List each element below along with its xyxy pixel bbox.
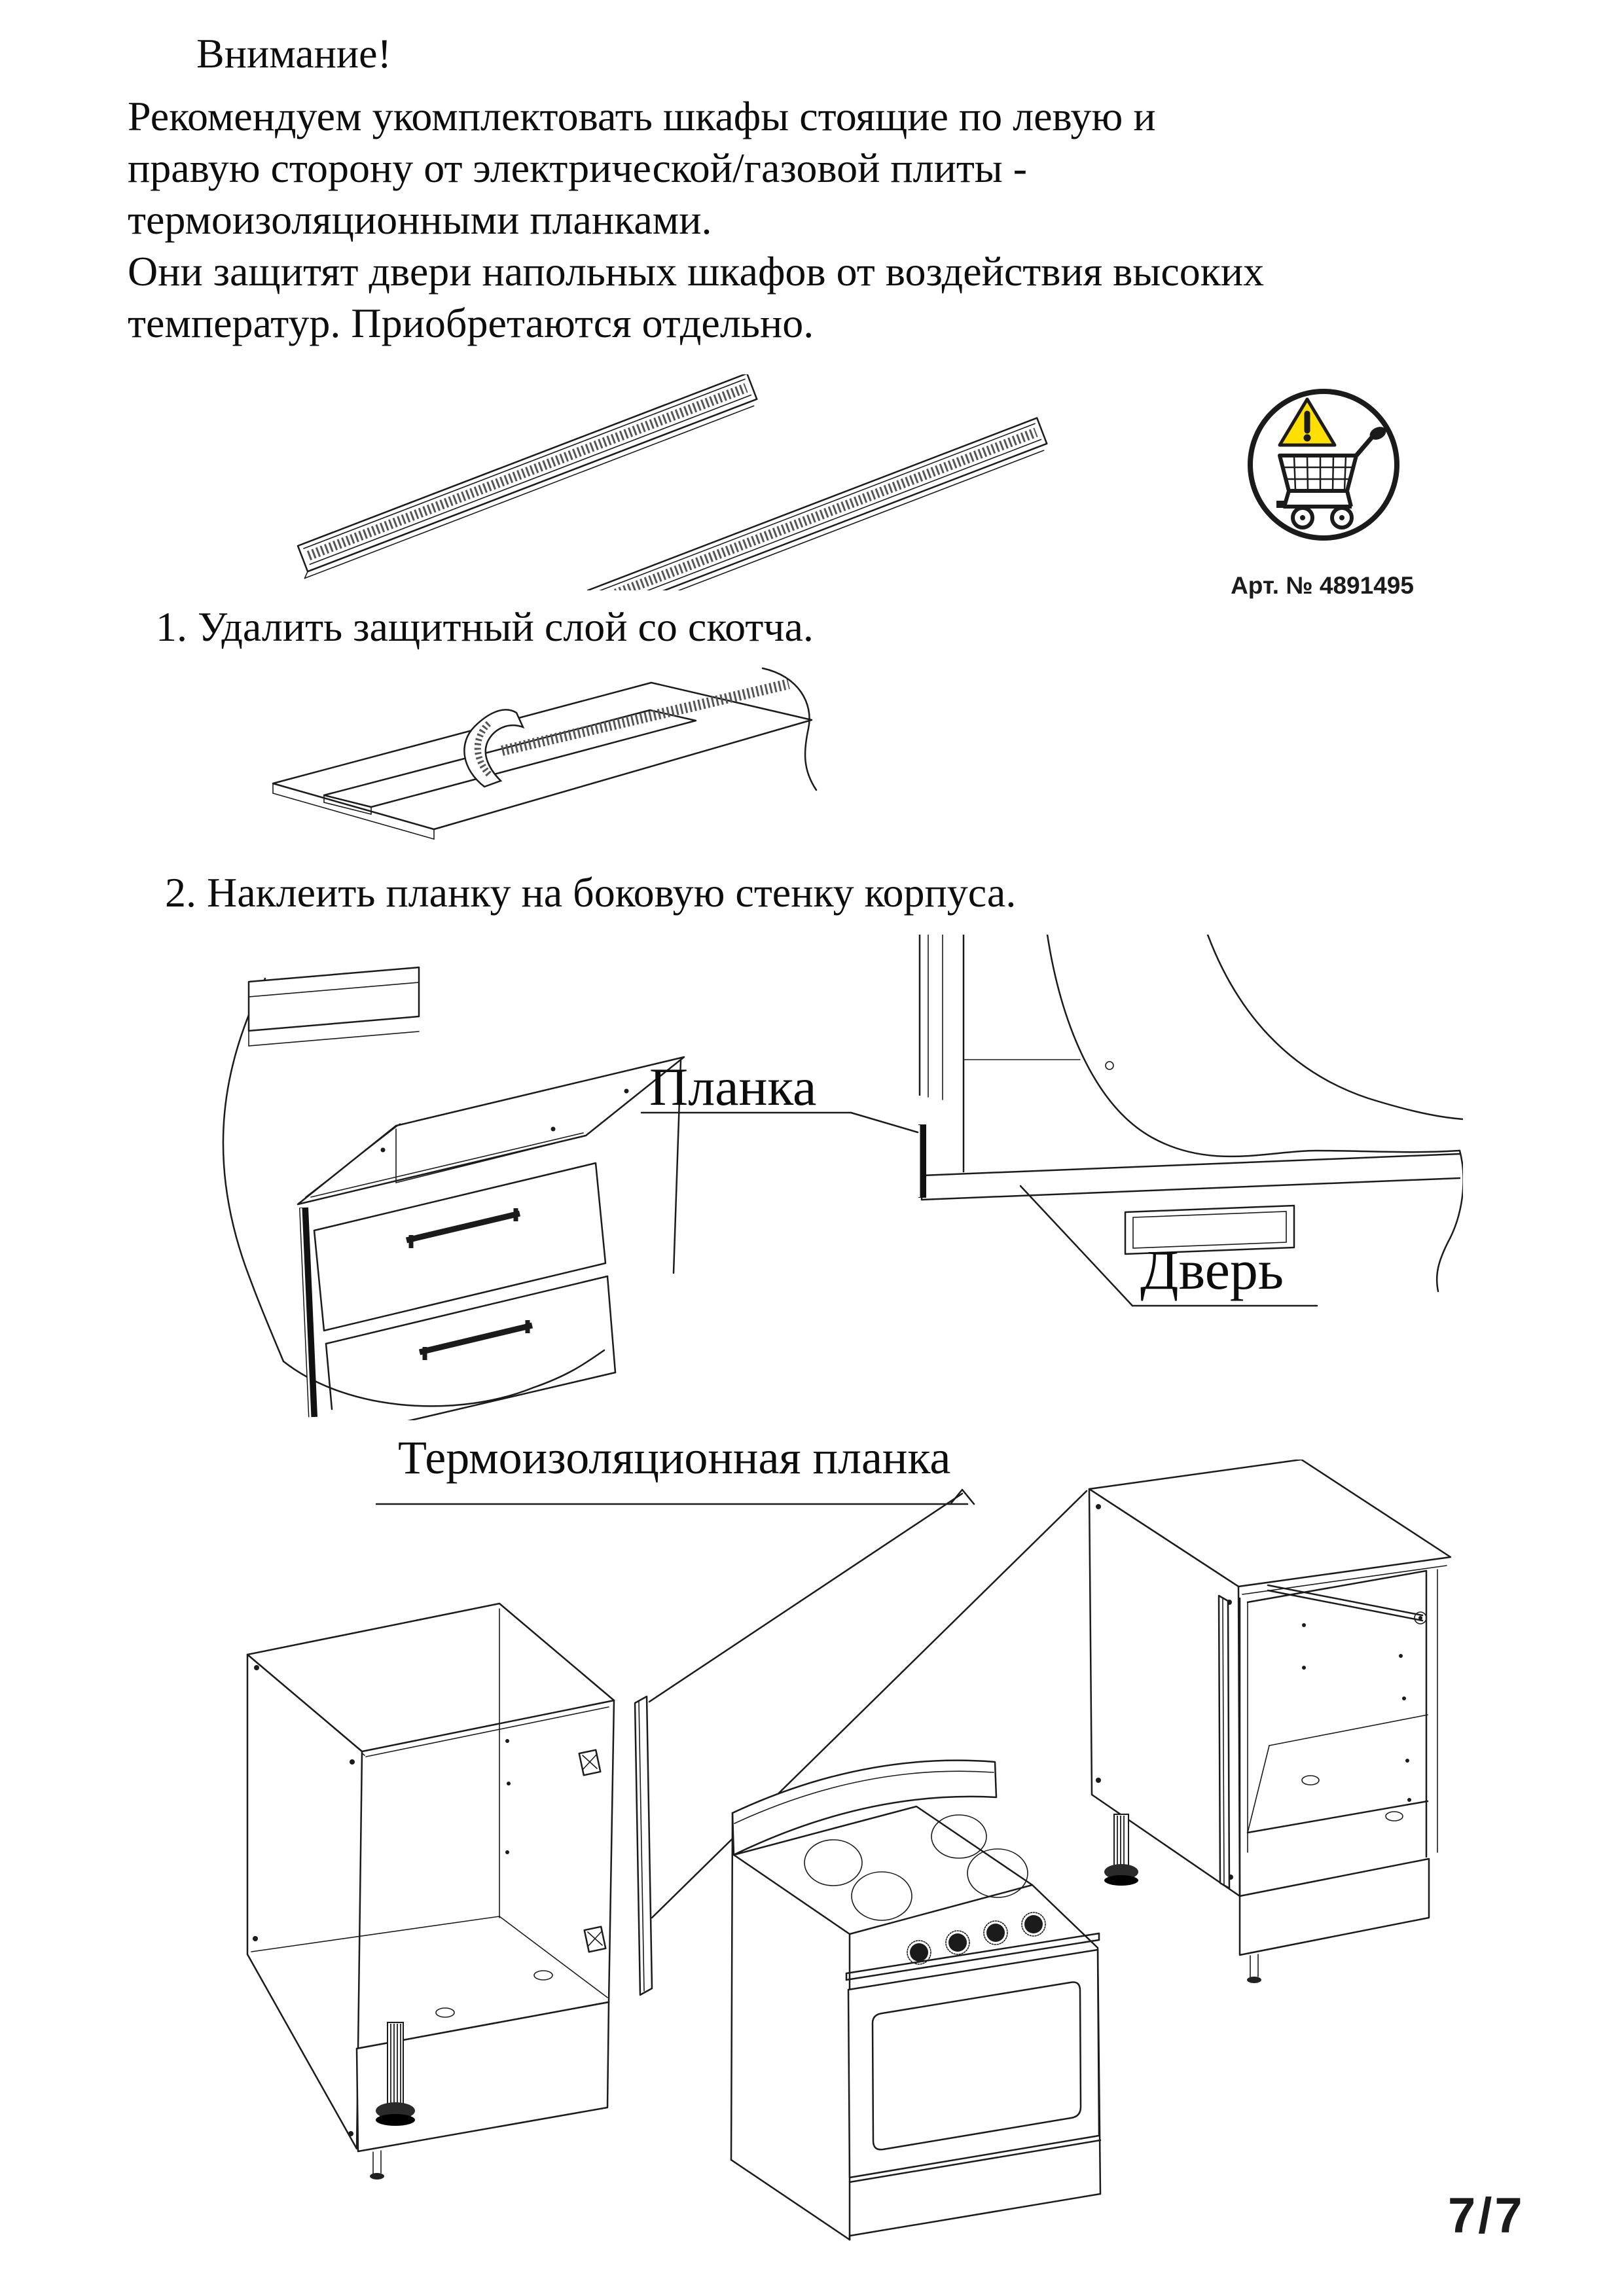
stove-knobs: [907, 1912, 1045, 1964]
intro-line: Они защитят двери напольных шкафов от воздействия высоких: [128, 248, 1265, 295]
tape-peel-figure: [259, 658, 844, 854]
dver-label: Дверь: [1140, 1238, 1284, 1301]
thermo-strip-label: Термоизоляционная планка: [398, 1431, 951, 1484]
hinge-plate: [585, 1927, 606, 1952]
break-line: [1208, 935, 1463, 1119]
hinge-plate: [579, 1750, 601, 1776]
break-line: [1047, 935, 1460, 1157]
intro-line: термоизоляционными планками.: [128, 196, 712, 243]
assembly-figure: [216, 1460, 1466, 2296]
door-detail-figure: [622, 935, 1463, 1314]
right-cabinet: [1089, 1460, 1451, 1983]
intro-line: правую сторону от электрической/газовой плиты -: [128, 145, 1028, 191]
left-cabinet: [247, 1604, 614, 2179]
drawer-handle: [420, 1320, 532, 1360]
thermal-strips-figure: [275, 374, 1106, 590]
intro-paragraph: [128, 90, 1264, 349]
glued-strip: [301, 1208, 313, 1418]
intro-line: Рекомендуем укомплектовать шкафы стоящие по левую и: [128, 93, 1156, 139]
break-line: [1437, 1151, 1463, 1291]
floating-strip: [635, 1696, 652, 1995]
page-number: 7/7: [1448, 2188, 1525, 2244]
drawer-slide-rail: [1268, 1585, 1426, 1624]
adjustable-leg: [1104, 1814, 1138, 1886]
cabinet-drawers-figure: [187, 933, 697, 1420]
attention-heading: Внимание!: [196, 30, 391, 77]
break-line: [223, 978, 283, 1361]
step1-text: 1. Удалить защитный слой со скотча.: [156, 603, 814, 650]
planka-label: Планка: [649, 1057, 817, 1117]
thermal-strip: [293, 374, 759, 579]
thermal-strip: [583, 418, 1049, 590]
mounted-strip: [1219, 1596, 1229, 1888]
article-number: Арт. № 4891495: [1231, 572, 1414, 599]
buy-separately-icon: [1244, 385, 1404, 548]
intro-line: температур. Приобретаются отдельно.: [128, 300, 814, 346]
stove: [731, 1761, 1100, 2240]
oven-door: [848, 1950, 1099, 2178]
step2-text: 2. Наклеить планку на боковую стенку корпуса.: [165, 869, 1017, 916]
glued-strip: [919, 1124, 922, 1198]
